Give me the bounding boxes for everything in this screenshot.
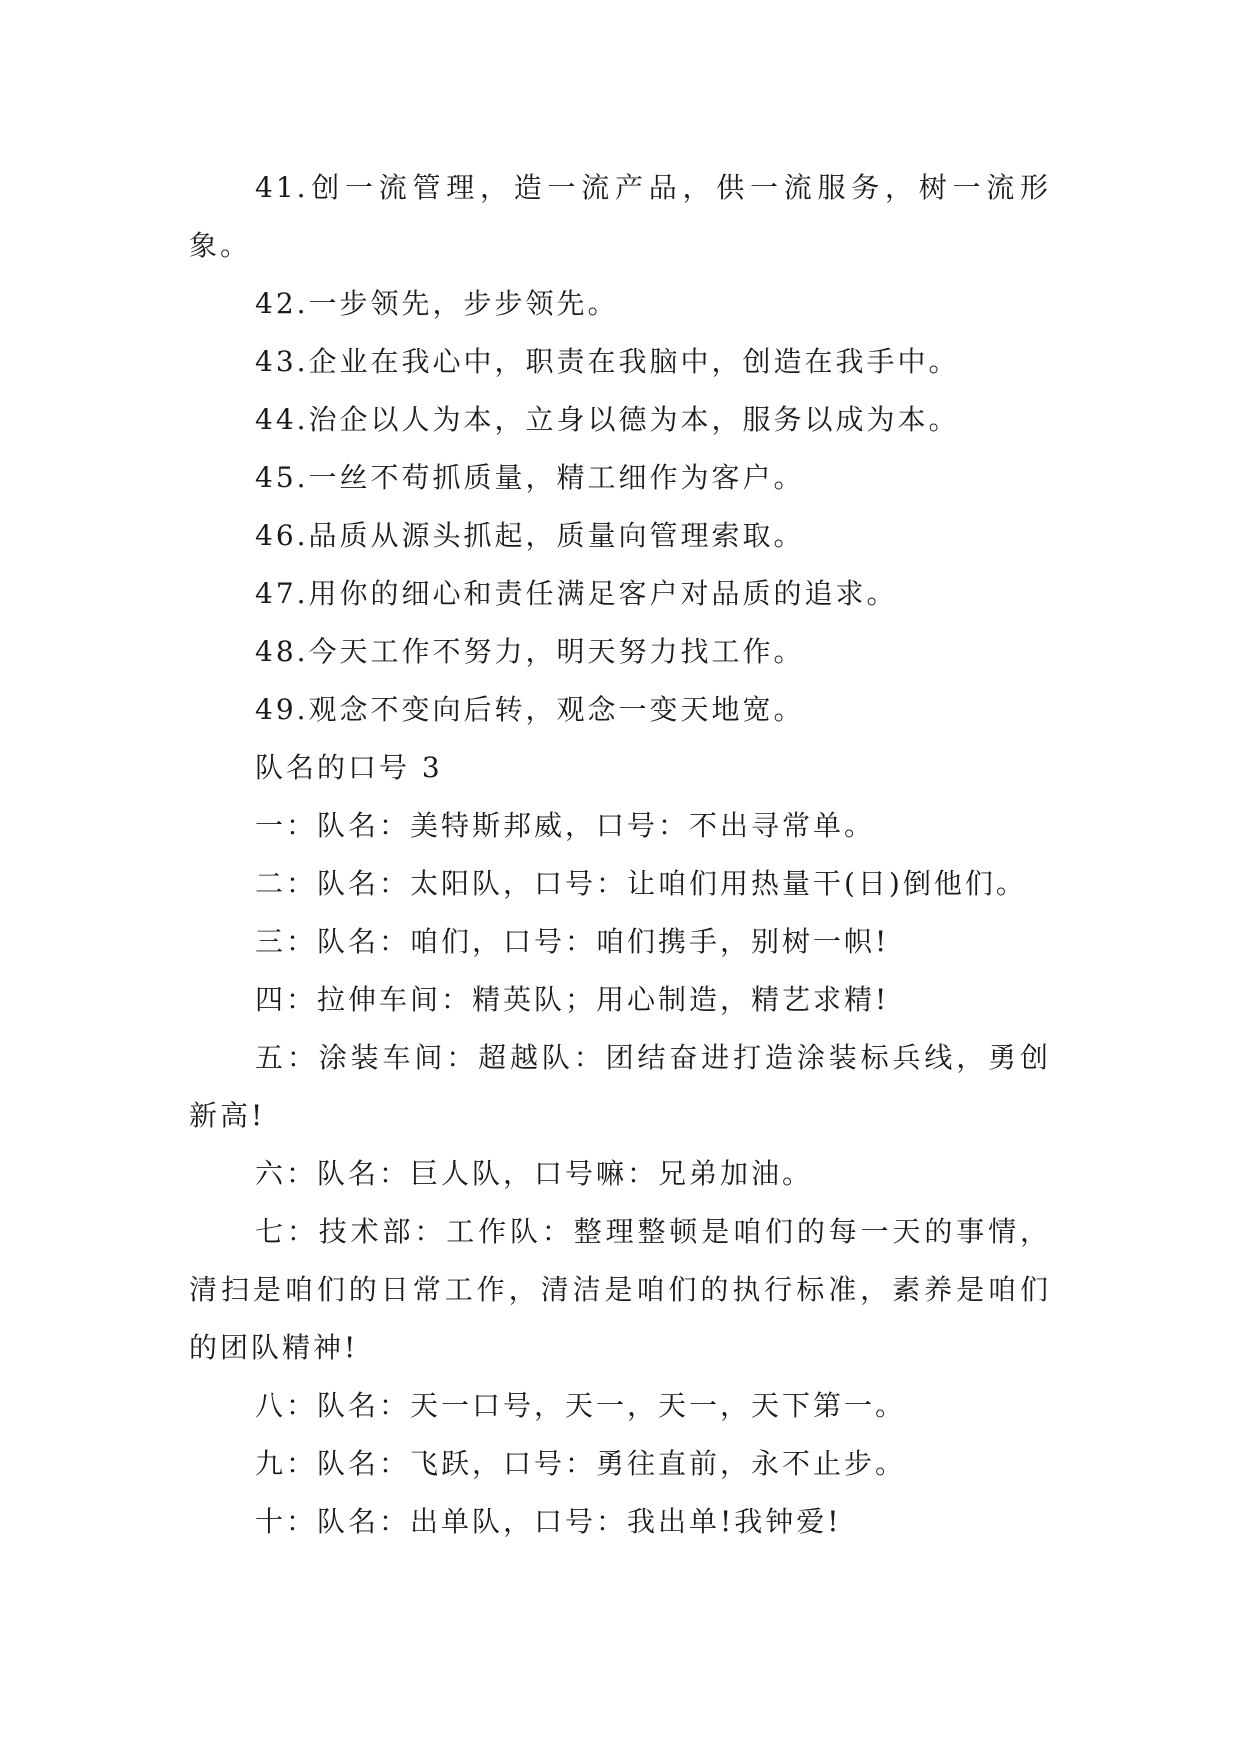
slogan-46: 46.品质从源头抓起，质量向管理索取。 bbox=[255, 519, 805, 552]
team-slogan-3: 三：队名：咱们，口号：咱们携手，别树一帜! bbox=[255, 925, 890, 958]
slogan-42: 42.一步领先，步步领先。 bbox=[255, 287, 619, 320]
slogan-48: 48.今天工作不努力，明天努力找工作。 bbox=[255, 635, 805, 668]
slogan-44: 44.治企以人为本，立身以德为本，服务以成为本。 bbox=[255, 403, 960, 436]
slogan-41: 41.创一流管理，造一流产品，供一流服务，树一流形象。 bbox=[189, 171, 1051, 262]
team-slogan-2: 二：队名：太阳队，口号：让咱们用热量干(日)倒他们。 bbox=[255, 867, 1027, 900]
slogan-45: 45.一丝不苟抓质量，精工细作为客户。 bbox=[255, 461, 805, 494]
document-body bbox=[189, 159, 1051, 1551]
team-slogan-4: 四：拉伸车间：精英队；用心制造，精艺求精! bbox=[255, 983, 890, 1016]
team-slogan-8: 八：队名：天一口号，天一，天一，天下第一。 bbox=[255, 1389, 907, 1422]
section-heading: 队名的口号 3 bbox=[255, 751, 443, 784]
slogan-47: 47.用你的细心和责任满足客户对品质的追求。 bbox=[255, 577, 898, 610]
team-slogan-1: 一：队名：美特斯邦威，口号：不出寻常单。 bbox=[255, 809, 876, 842]
team-slogan-6: 六：队名：巨人队，口号嘛：兄弟加油。 bbox=[255, 1157, 814, 1190]
team-slogan-10: 十：队名：出单队，口号：我出单!我钟爱! bbox=[255, 1505, 842, 1538]
slogan-43: 43.企业在我心中，职责在我脑中，创造在我手中。 bbox=[255, 345, 960, 378]
team-slogan-9: 九：队名：飞跃，口号：勇往直前，永不止步。 bbox=[255, 1447, 907, 1480]
team-slogan-5: 五：涂装车间：超越队：团结奋进打造涂装标兵线，勇创新高! bbox=[189, 1041, 1051, 1132]
slogan-49: 49.观念不变向后转，观念一变天地宽。 bbox=[255, 693, 805, 726]
team-slogan-7: 七：技术部：工作队：整理整顿是咱们的每一天的事情，清扫是咱们的日常工作，清洁是咱们的执行标准，素养是咱们的团队精神! bbox=[189, 1215, 1051, 1364]
